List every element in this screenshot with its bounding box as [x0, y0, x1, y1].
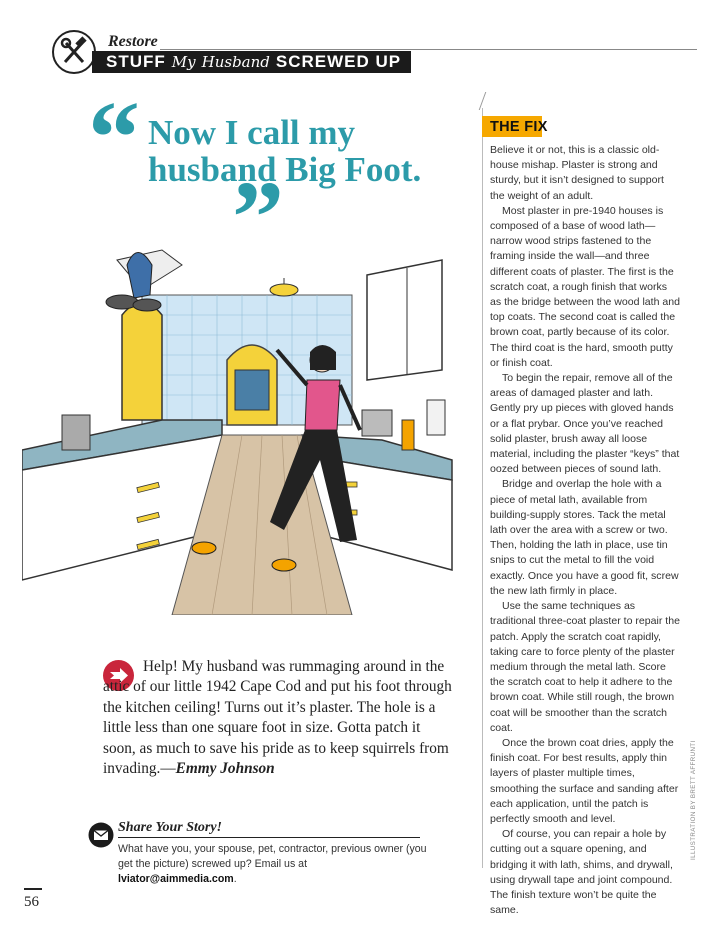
header-rule — [160, 49, 697, 50]
close-quote-mark: ” — [232, 160, 284, 275]
share-rule — [118, 837, 420, 838]
reader-story — [103, 657, 455, 779]
fix-body — [490, 143, 680, 918]
fix-paragraph: Bridge and overlap the hole with a piece of metal lath, available from building-supply stores. Tack the metal lath over the area with a screw or two. Then, holding the lath in place, use tin snips to cut the metal to fill the void exactly. Once you have a good fit, screw the new lath firmly in place. — [490, 478, 679, 597]
story-text: Help! My husband was rummaging around in the attic of our little 1942 Cape Cod and put his foot through the kitchen ceiling! Turns out it’s plaster. The hole is a little less than one square foot in size. Gotta patch it soon, as much to save his pride as to keep squirrels from invading.— — [103, 658, 452, 778]
fix-paragraph: To begin the repair, remove all of the areas of damaged plaster and lath. Gently pry up pieces with gloved hands or a flat prybar. Once you’ve reached solid plaster, brush away all loose material, including the plaster “keys” that oozed between pieces of sound lath. — [490, 372, 680, 476]
story-author: Emmy Johnson — [175, 760, 275, 778]
series-title-bar — [92, 51, 411, 73]
share-end: . — [233, 873, 237, 885]
envelope-icon — [88, 822, 114, 848]
fix-paragraph: Of course, you can repair a hole by cutting out a square opening, and bridging it with lath, shims, and drywall, using drywall tape and joint compound. The finish texture won’t be quite the same. — [490, 828, 673, 917]
series-word-screwed-up: SCREWED UP — [275, 52, 402, 71]
hammer-wrench-icon — [52, 30, 96, 74]
open-quote-mark: “ — [88, 80, 140, 195]
share-email-link[interactable]: lviator@aimmedia.com — [118, 873, 234, 885]
share-title: Share Your Story! — [118, 820, 223, 835]
fix-paragraph: Believe it or not, this is a classic old-house mishap. Plaster is strong and sturdy, but it isn’t designed to support the weight of an adult. — [490, 144, 664, 202]
section-label: Restore — [108, 33, 158, 50]
share-text — [118, 842, 428, 887]
illustration-credit: ILLUSTRATION BY BRETT AFFRUNTI — [690, 740, 697, 860]
fix-paragraph: Most plaster in pre-1940 houses is composed of a base of wood lath—narrow wood strips fastened to the framing inside the wall—and three different coats of plaster. The first is the scratch coat, a rough finish that works as the bridge between the wood lath and top coats. The second coat is called the brown coat, partly because of its color. The third coat is the hard, smooth putty or finish coat. — [490, 204, 680, 369]
series-word-husband: Husband — [201, 53, 270, 71]
series-word-stuff: STUFF — [106, 52, 166, 71]
share-body: What have you, your spouse, pet, contractor, previous owner (you get the picture) screwed up? Email us at — [118, 843, 427, 870]
page-number-rule — [24, 888, 42, 890]
fix-paragraph: Once the brown coat dries, apply the finish coat. For best results, apply thin layers of plaster multiple times, smoothing the surface and sanding after each application, until the patch is perfectly smooth and level. — [490, 736, 679, 825]
series-word-my: My — [171, 53, 196, 71]
fix-title: THE FIX — [490, 119, 548, 135]
page-number: 56 — [24, 894, 39, 910]
kitchen-illustration — [22, 220, 467, 615]
pull-quote: Now I call my husband Big Foot. — [148, 113, 422, 189]
fix-column-rule — [482, 108, 483, 868]
fix-paragraph: Use the same techniques as traditional three-coat plaster to repair the patch. Apply the scratch coat rapidly, taking care to force plenty of the plaster medium through the metal lath. Score the scratch coat to help it adhere to the brown coat. While still rough, the brown coat will be smoother than the scratch coat. — [490, 600, 680, 734]
